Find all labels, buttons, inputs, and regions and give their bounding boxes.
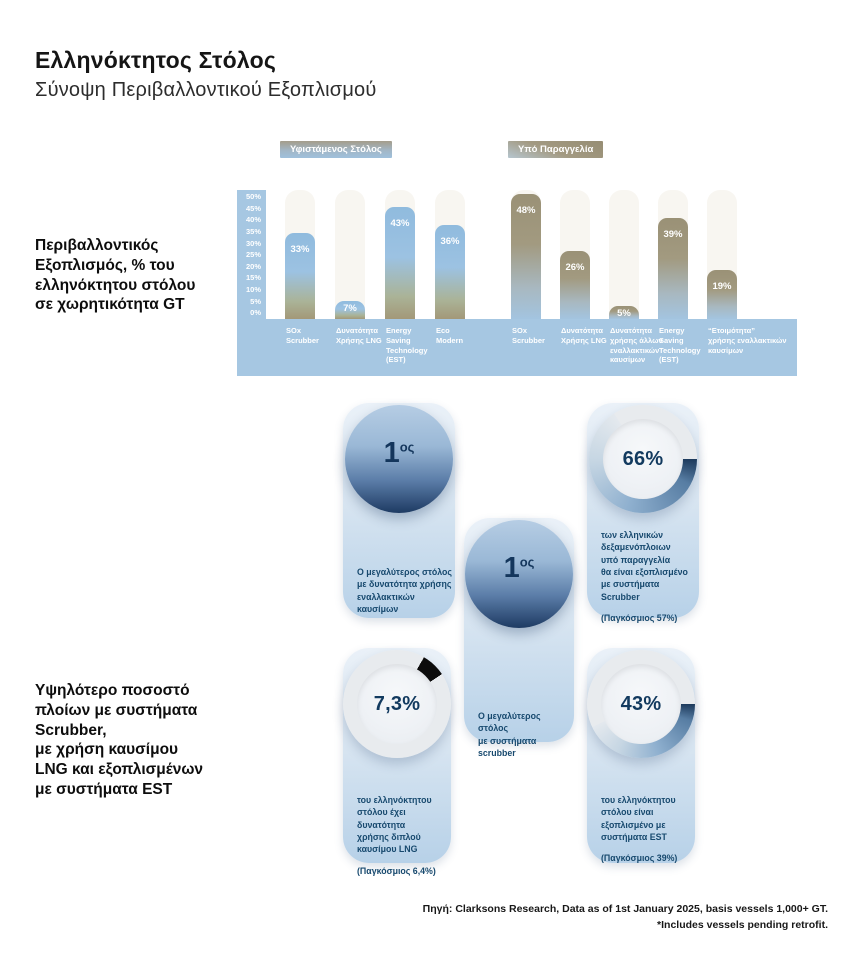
text-line: πλοίων με συστήματα: [35, 701, 198, 719]
stat-card-text: [357, 794, 448, 877]
rank-value: $1^{o\varsigma}$: [383, 436, 415, 469]
donut-hole: [601, 664, 681, 744]
bar-order-3: [658, 190, 701, 365]
text-line: Ο μεγαλύτερος στόλος: [478, 711, 541, 734]
text-line: Υψηλότερο ποσοστό: [35, 682, 190, 699]
bar-value-label: 39%: [663, 229, 683, 240]
header: [35, 47, 377, 102]
y-tick-label: 40%: [245, 215, 261, 225]
y-tick-label: 0%: [250, 308, 261, 318]
bar-order-2: [609, 190, 663, 365]
donut-value: 43%: [620, 692, 662, 715]
donut-chart-66: [589, 405, 697, 513]
text-line: εξοπλισμένο με: [601, 819, 666, 830]
bar-track: [609, 190, 639, 319]
text-line: με συστήματα EST: [35, 781, 173, 799]
text-line: χρήσης εναλλακτικών: [708, 335, 787, 345]
bar-fill: [560, 251, 590, 319]
bar-value-label: 43%: [390, 218, 410, 229]
text-line: καυσίμων: [610, 355, 646, 365]
text-line: εναλλακτικών καυσίμων: [357, 591, 415, 614]
text-line: LNG και εξοπλισμένων: [35, 761, 204, 779]
text-line: στόλου είναι: [601, 807, 654, 818]
text-line: χρήσης άλλων: [610, 335, 663, 345]
text-line: Saving: [386, 335, 411, 345]
text-line: Saving: [659, 335, 684, 345]
y-tick-label: 10%: [245, 285, 261, 295]
text-line: χρήσης διπλού: [357, 831, 421, 842]
stat-card-text: [601, 794, 692, 865]
y-tick-label: 35%: [245, 226, 261, 236]
bar-track: [335, 190, 365, 319]
rank-value: $1^{o\varsigma}$: [503, 551, 535, 584]
y-axis: [237, 190, 266, 319]
donut-chart-7-3: [343, 650, 451, 758]
bar-order-1: [560, 190, 607, 345]
text-line: συστήματα EST: [601, 831, 667, 842]
y-tick-label: 45%: [245, 203, 261, 213]
donut-value: 7,3%: [373, 692, 421, 715]
bar-category-label: [386, 326, 428, 365]
bar-fill: [435, 225, 465, 319]
text-line: Eco: [436, 326, 450, 335]
text-line: με συστήματα scrubber: [478, 735, 537, 758]
retrofit-note: *Includes vessels pending retrofit.: [657, 919, 828, 932]
legend-orderbook: Υπό Παραγγελία: [508, 141, 603, 158]
text-line: Περιβαλλοντικός: [35, 237, 159, 254]
stat-card-alt-fuels-rank: [343, 403, 455, 618]
text-line: SOx: [286, 326, 302, 335]
y-tick-label: 15%: [245, 273, 261, 283]
stat-card-text: [478, 710, 571, 759]
text-line: (EST): [386, 355, 406, 365]
text-line: των ελληνικών: [601, 530, 664, 540]
text-line: Εξοπλισμός, % του: [35, 256, 175, 274]
world-benchmark: (Παγκόσμιος 57%): [601, 612, 678, 623]
bar-exist-1: [335, 190, 382, 345]
world-benchmark: (Παγκόσμιος 6,4%): [357, 865, 436, 876]
text-line: Δυνατότητα: [561, 326, 603, 335]
text-line: με χρήση καυσίμου: [35, 741, 179, 759]
y-tick-label: 20%: [245, 261, 261, 271]
bar-order-4: [707, 190, 787, 355]
bar-order-0: [511, 190, 545, 345]
text-line: Technology: [386, 345, 428, 355]
text-line: καυσίμων: [708, 345, 744, 355]
bar-category-label: [610, 326, 663, 365]
bar-category-label: [336, 326, 382, 346]
world-benchmark: (Παγκόσμιος 39%): [601, 853, 678, 864]
text-line: Scrubber,: [35, 721, 107, 739]
text-line: “Ετοιμότητα”: [708, 326, 755, 335]
bar-category-label: [561, 326, 607, 346]
y-tick-label: 50%: [245, 192, 261, 201]
bar-fill: [609, 306, 639, 319]
text-line: θα είναι εξοπλισμένο: [601, 566, 688, 577]
stats-side-note: [35, 681, 203, 800]
text-line: στόλου έχει δυνατότητα: [357, 807, 406, 830]
bar-value-label: 19%: [712, 281, 732, 292]
bar-category-label: [436, 326, 463, 346]
text-line: του ελληνόκτητου: [601, 795, 676, 805]
y-tick-label: 30%: [245, 238, 261, 248]
bar-fill: [707, 270, 737, 319]
donut-hole: [603, 419, 683, 499]
bar-fill: [385, 207, 415, 319]
bar-value-label: 7%: [343, 303, 357, 314]
text-line: Scrubber: [512, 335, 545, 345]
bar-value-label: 26%: [565, 262, 585, 273]
donut-value: 66%: [622, 447, 664, 470]
text-line: Energy: [386, 326, 412, 335]
bar-value-label: 33%: [290, 244, 310, 255]
text-line: με δυνατότητα χρήσης: [357, 579, 452, 590]
stat-card-lng-dual-fuel: [343, 648, 451, 876]
bar-category-label: [659, 326, 701, 365]
bar-fill: [335, 301, 365, 319]
text-line: με συστήματα Scrubber: [601, 579, 660, 602]
text-line: Scrubber: [286, 335, 319, 345]
text-line: Χρήσης LNG: [561, 335, 607, 345]
bar-fill: [511, 194, 541, 319]
stat-card-scrubber-orderbook: [587, 403, 699, 623]
bar-value-label: 5%: [617, 308, 631, 319]
text-line: Δυνατότητα: [336, 326, 378, 335]
source-line: Πηγή: Clarksons Research, Data as of 1st January 2025, basis vessels 1,000+ GT.: [422, 903, 828, 915]
text-line: καυσίμου LNG: [357, 844, 418, 855]
rank-circle: [345, 405, 453, 513]
text-line: εναλλακτικών: [610, 345, 660, 355]
text-line: Ο μεγαλύτερος στόλος: [357, 567, 453, 577]
stat-card-text: [601, 529, 696, 624]
bar-fill: [658, 218, 688, 319]
environmental-equipment-chart: [237, 141, 797, 376]
text-line: Δυνατότητα: [610, 326, 652, 335]
text-line: υπό παραγγελία: [601, 554, 671, 565]
text-line: Energy: [659, 326, 685, 335]
bar-value-label: 48%: [516, 205, 536, 216]
bar-fill: [285, 233, 315, 319]
y-tick-label: 5%: [250, 296, 261, 306]
bar-exist-0: [285, 190, 319, 345]
chart-side-note: [35, 236, 195, 315]
text-line: σε χωρητικότητα GT: [35, 296, 185, 314]
bar-exist-3: [435, 190, 465, 345]
text-line: Technology: [659, 345, 701, 355]
text-line: του ελληνόκτητου: [357, 795, 432, 805]
text-line: SOx: [512, 326, 528, 335]
page-title: Ελληνόκτητος Στόλος: [35, 47, 277, 73]
bar-category-label: [512, 326, 545, 346]
stat-card-est: [587, 648, 695, 863]
bar-category-label: [708, 326, 787, 355]
legend-existing-fleet: Υφιστάμενος Στόλος: [280, 141, 392, 158]
source-note: [423, 901, 828, 934]
donut-chart-43: [587, 650, 695, 758]
bar-category-label: [286, 326, 319, 346]
text-line: Χρήσης LNG: [336, 335, 382, 345]
page-subtitle: Σύνοψη Περιβαλλοντικού Εξοπλισμού: [35, 79, 377, 101]
stat-card-text: [357, 566, 452, 615]
rank-circle: [465, 520, 573, 628]
text-line: δεξαμενόπλοιων: [601, 542, 671, 553]
bar-exist-2: [385, 190, 428, 365]
y-tick-label: 25%: [245, 250, 261, 260]
text-line: ελληνόκτητου στόλου: [35, 276, 196, 294]
donut-hole: [357, 664, 437, 744]
bar-value-label: 36%: [440, 236, 460, 247]
stat-card-scrubber-rank: [464, 518, 574, 758]
text-line: (EST): [659, 355, 679, 365]
text-line: Modern: [436, 335, 464, 345]
